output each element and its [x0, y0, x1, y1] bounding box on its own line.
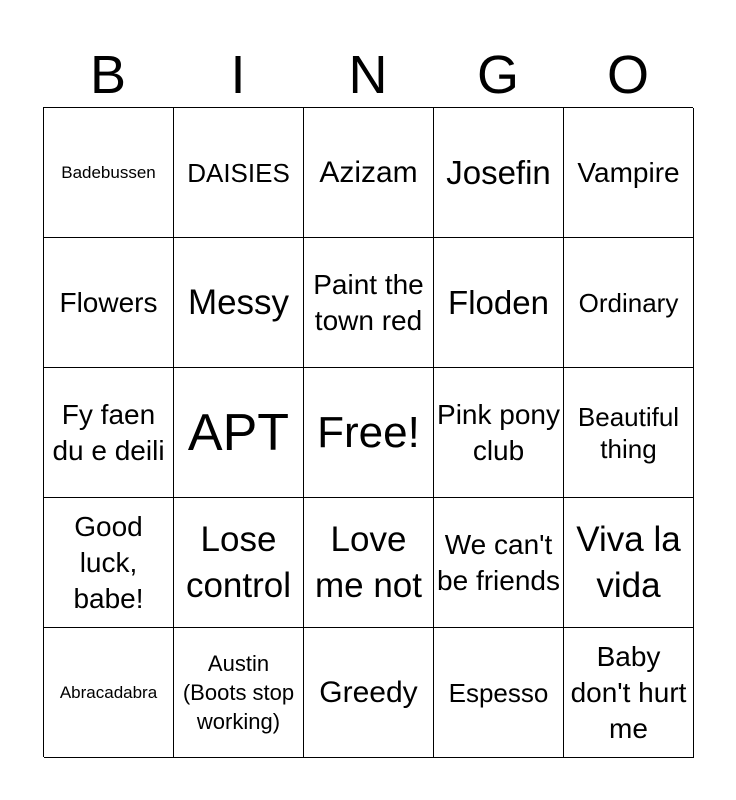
bingo-cell[interactable] [304, 628, 434, 758]
bingo-cell[interactable] [434, 628, 564, 758]
cell-text: Love me not [315, 519, 422, 605]
bingo-cell[interactable] [434, 108, 564, 238]
bingo-cell[interactable] [434, 498, 564, 628]
cell-text: Lose control [185, 519, 292, 605]
bingo-cell[interactable] [434, 368, 564, 498]
bingo-cell[interactable] [564, 498, 694, 628]
bingo-cell[interactable] [44, 238, 174, 368]
bingo-cell[interactable] [44, 628, 174, 758]
cell-text: Ordinary [578, 287, 679, 318]
cell-text: DAISIES [187, 157, 290, 188]
cell-text: Pink pony club [437, 398, 560, 466]
bingo-cell[interactable] [174, 498, 304, 628]
cell-text: Espesso [448, 677, 549, 708]
cell-text: Josefin [446, 154, 551, 191]
bingo-cell[interactable] [44, 108, 174, 238]
bingo-cell[interactable] [174, 238, 304, 368]
bingo-header [43, 44, 693, 106]
header-letter-b: B [89, 45, 127, 105]
bingo-cell[interactable] [434, 238, 564, 368]
cell-text: Baby don't hurt me [570, 640, 687, 744]
cell-text: Greedy [319, 675, 418, 709]
bingo-cell[interactable] [564, 238, 694, 368]
cell-text: Abracadabra [59, 682, 158, 702]
header-letter-o: O [606, 45, 649, 105]
cell-text: Badebussen [61, 162, 156, 182]
free-space-cell[interactable] [304, 368, 434, 498]
bingo-cell[interactable] [174, 108, 304, 238]
header-letter-i: I [230, 45, 246, 105]
cell-text: APT [187, 403, 290, 462]
bingo-cell[interactable] [304, 238, 434, 368]
bingo-cell[interactable] [174, 628, 304, 758]
bingo-cell[interactable] [564, 108, 694, 238]
cell-text: Paint the town red [313, 268, 424, 336]
header-letter-g: G [476, 45, 519, 105]
cell-text: Austin (Boots stop working) [182, 651, 295, 734]
bingo-cell[interactable] [174, 368, 304, 498]
cell-text: Azizam [319, 155, 418, 189]
cell-text: Beautiful thing [577, 401, 680, 464]
bingo-board [43, 107, 693, 757]
bingo-cell[interactable] [44, 368, 174, 498]
cell-text: Flowers [59, 286, 158, 318]
free-space-text: Free! [317, 407, 420, 457]
bingo-cell[interactable] [304, 108, 434, 238]
cell-text: Messy [187, 282, 290, 322]
cell-text: Viva la vida [576, 519, 681, 605]
bingo-cell[interactable] [304, 498, 434, 628]
bingo-cell[interactable] [44, 498, 174, 628]
cell-text: Vampire [577, 156, 680, 188]
bingo-cell[interactable] [564, 368, 694, 498]
cell-text: We can't be friends [437, 528, 560, 596]
bingo-cell[interactable] [564, 628, 694, 758]
cell-text: Floden [448, 284, 549, 321]
header-letter-n: N [348, 45, 388, 105]
cell-text: Fy faen du e deili [52, 398, 165, 466]
cell-text: Good luck, babe! [73, 510, 144, 614]
